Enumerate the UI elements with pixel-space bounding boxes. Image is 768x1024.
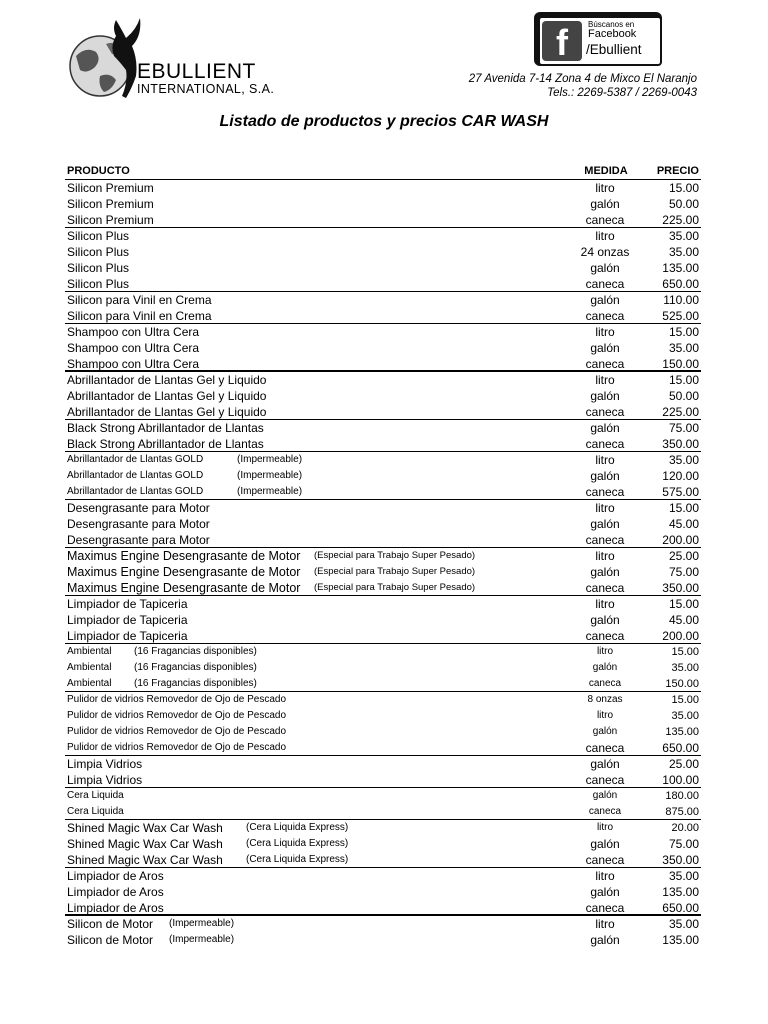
- product-measure: caneca: [585, 357, 625, 371]
- product-price: 120.00: [662, 469, 699, 483]
- product-price: 135.00: [662, 885, 699, 899]
- table-row: [65, 356, 701, 372]
- product-name: Shined Magic Wax Car Wash: [67, 837, 223, 851]
- product-price: 225.00: [662, 213, 699, 227]
- product-price: 350.00: [662, 437, 699, 451]
- table-row: [65, 596, 701, 612]
- table-row: [65, 324, 701, 340]
- product-measure: galón: [590, 197, 620, 211]
- product-measure: caneca: [585, 901, 625, 915]
- table-row: [65, 772, 701, 788]
- product-price: 15.00: [671, 646, 699, 658]
- product-note: (Cera Liquida Express): [246, 822, 349, 833]
- product-price: 135.00: [665, 726, 699, 738]
- product-name: Abrillantador de Llantas GOLD: [67, 470, 204, 481]
- product-price: 35.00: [671, 662, 699, 674]
- product-name: Silicon de Motor: [67, 917, 154, 931]
- table-row: [65, 628, 701, 644]
- product-price: 200.00: [662, 533, 699, 547]
- product-name: Silicon Premium: [67, 181, 154, 195]
- facebook-icon: f: [542, 21, 582, 61]
- table-row: [65, 436, 701, 452]
- product-measure: galón: [590, 885, 620, 899]
- product-measure: galón: [590, 469, 620, 483]
- product-name: Limpia Vidrios: [67, 757, 143, 771]
- product-name: Cera Liquida: [67, 806, 124, 817]
- table-row: [65, 196, 701, 212]
- product-measure: galón: [590, 389, 620, 403]
- product-measure: caneca: [585, 773, 625, 787]
- product-name: Ambiental: [67, 646, 112, 657]
- product-name: Limpiador de Aros: [67, 901, 164, 915]
- product-note: (Cera Liquida Express): [246, 854, 349, 865]
- table-row: [65, 228, 701, 244]
- product-measure: galón: [592, 726, 618, 737]
- product-price: 50.00: [668, 197, 699, 211]
- table-row: [65, 644, 701, 660]
- table-row: [65, 452, 701, 468]
- product-name: Desengrasante para Motor: [67, 517, 210, 531]
- table-row: [65, 756, 701, 772]
- table-row: [65, 516, 701, 532]
- table-row: [65, 180, 701, 196]
- product-name: Maximus Engine Desengrasante de Motor: [67, 549, 301, 563]
- company-phones: Tels.: 2269-5387 / 2269-0043: [547, 87, 697, 99]
- table-row: [65, 804, 701, 820]
- product-price: 75.00: [668, 421, 699, 435]
- product-measure: galón: [590, 293, 620, 307]
- product-measure: caneca: [585, 741, 625, 755]
- product-name: Abrillantador de Llantas Gel y Liquido: [67, 389, 267, 403]
- table-row: [65, 564, 701, 580]
- product-name: Ambiental: [67, 662, 112, 673]
- product-name: Shined Magic Wax Car Wash: [67, 853, 223, 867]
- product-price: 15.00: [668, 181, 699, 195]
- product-measure: caneca: [585, 213, 625, 227]
- product-price: 225.00: [662, 405, 699, 419]
- product-measure: caneca: [585, 309, 625, 323]
- product-name: Shined Magic Wax Car Wash: [67, 821, 223, 835]
- column-header-price: PRECIO: [656, 165, 699, 177]
- product-name: Limpiador de Tapiceria: [67, 597, 188, 611]
- product-price: 25.00: [668, 549, 699, 563]
- product-price: 35.00: [668, 341, 699, 355]
- table-row: [65, 612, 701, 628]
- table-row: [65, 388, 701, 404]
- product-note: (Impermeable): [237, 454, 303, 465]
- product-name: Black Strong Abrillantador de Llantas: [67, 421, 264, 435]
- product-price: 15.00: [668, 373, 699, 387]
- product-measure: galón: [592, 662, 618, 673]
- product-price: 45.00: [668, 517, 699, 531]
- table-row: [65, 548, 701, 564]
- company-address: 27 Avenida 7-14 Zona 4 de Mixco El Naranjo: [468, 73, 697, 85]
- table-row: [65, 660, 701, 676]
- product-measure: caneca: [585, 485, 625, 499]
- product-name: Black Strong Abrillantador de Llantas: [67, 437, 264, 451]
- product-measure: litro: [595, 549, 615, 563]
- product-price: 75.00: [668, 565, 699, 579]
- table-row: [65, 340, 701, 356]
- product-measure: galón: [590, 565, 620, 579]
- product-name: Abrillantador de Llantas Gel y Liquido: [67, 373, 267, 387]
- product-price: 350.00: [662, 853, 699, 867]
- table-row: [65, 468, 701, 484]
- product-price: 15.00: [668, 501, 699, 515]
- product-name: Cera Liquida: [67, 790, 124, 801]
- product-note: (Especial para Trabajo Super Pesado): [314, 550, 476, 561]
- table-row: [65, 900, 701, 916]
- product-note: (16 Fragancias disponibles): [134, 678, 257, 689]
- product-price: 150.00: [662, 357, 699, 371]
- table-row: [65, 692, 701, 708]
- table-row: [65, 916, 701, 932]
- table-row: [65, 708, 701, 724]
- product-price: 15.00: [668, 597, 699, 611]
- product-measure: litro: [595, 597, 615, 611]
- table-row: [65, 884, 701, 900]
- table-row: [65, 276, 701, 292]
- product-measure: litro: [595, 229, 615, 243]
- table-row: [65, 420, 701, 436]
- table-row: [65, 868, 701, 884]
- price-table: [65, 164, 701, 948]
- table-row: [65, 852, 701, 868]
- product-measure: litro: [596, 646, 614, 657]
- product-price: 35.00: [668, 453, 699, 467]
- product-name: Limpiador de Aros: [67, 869, 164, 883]
- product-name: Silicon Premium: [67, 213, 154, 227]
- product-note: (Impermeable): [169, 918, 235, 929]
- product-name: Pulidor de vidrios Removedor de Ojo de Pescado: [67, 726, 287, 737]
- table-row: [65, 484, 701, 500]
- table-row: [65, 820, 701, 836]
- product-name: Silicon para Vinil en Crema: [67, 309, 212, 323]
- product-name: Silicon Plus: [67, 229, 130, 243]
- product-name: Limpiador de Tapiceria: [67, 613, 188, 627]
- table-row: [65, 532, 701, 548]
- product-measure: caneca: [585, 853, 625, 867]
- product-name: Abrillantador de Llantas Gel y Liquido: [67, 405, 267, 419]
- product-note: (Impermeable): [169, 934, 235, 945]
- product-measure: galón: [590, 757, 620, 771]
- product-price: 180.00: [665, 790, 699, 802]
- brand-name: EBULLIENT: [137, 60, 256, 83]
- product-name: Limpiador de Aros: [67, 885, 164, 899]
- product-note: (Impermeable): [237, 470, 303, 481]
- product-measure: galón: [590, 837, 620, 851]
- table-row: [65, 932, 701, 948]
- product-measure: 8 onzas: [587, 694, 623, 705]
- product-name: Desengrasante para Motor: [67, 533, 210, 547]
- product-name: Maximus Engine Desengrasante de Motor: [67, 565, 301, 579]
- product-name: Maximus Engine Desengrasante de Motor: [67, 581, 301, 595]
- product-name: Shampoo con Ultra Cera: [67, 357, 200, 371]
- product-price: 35.00: [668, 245, 699, 259]
- table-row: [65, 308, 701, 324]
- product-measure: galón: [590, 517, 620, 531]
- product-name: Ambiental: [67, 678, 112, 689]
- product-measure: caneca: [588, 806, 622, 817]
- product-measure: galón: [590, 421, 620, 435]
- product-name: Shampoo con Ultra Cera: [67, 325, 200, 339]
- product-measure: galón: [590, 613, 620, 627]
- product-name: Limpiador de Tapiceria: [67, 629, 188, 643]
- column-header-product: PRODUCTO: [67, 165, 130, 177]
- table-row: [65, 292, 701, 308]
- product-name: Desengrasante para Motor: [67, 501, 210, 515]
- product-measure: caneca: [585, 277, 625, 291]
- table-row: [65, 676, 701, 692]
- table-row: [65, 244, 701, 260]
- product-price: 25.00: [668, 757, 699, 771]
- product-note: (Cera Liquida Express): [246, 838, 349, 849]
- product-price: 650.00: [662, 277, 699, 291]
- product-price: 650.00: [662, 901, 699, 915]
- product-price: 110.00: [663, 293, 699, 307]
- product-name: Silicon de Motor: [67, 933, 154, 947]
- product-measure: litro: [595, 501, 615, 515]
- product-measure: litro: [595, 453, 615, 467]
- table-row: [65, 372, 701, 388]
- product-name: Pulidor de vidrios Removedor de Ojo de Pescado: [67, 694, 287, 705]
- table-header: [65, 164, 701, 180]
- product-name: Pulidor de vidrios Removedor de Ojo de Pescado: [67, 710, 287, 721]
- facebook-badge[interactable]: [534, 12, 666, 70]
- product-price: 575.00: [662, 485, 699, 499]
- table-row: [65, 836, 701, 852]
- table-row: [65, 404, 701, 420]
- product-price: 135.00: [662, 933, 699, 947]
- product-measure: caneca: [585, 405, 625, 419]
- product-price: 525.00: [662, 309, 699, 323]
- product-price: 20.00: [671, 822, 699, 834]
- table-row: [65, 212, 701, 228]
- column-header-measure: MEDIDA: [584, 165, 628, 177]
- brand-subtitle: INTERNATIONAL, S.A.: [137, 82, 275, 96]
- product-price: 45.00: [668, 613, 699, 627]
- table-row: [65, 580, 701, 596]
- page-title: Listado de productos y precios CAR WASH: [219, 113, 549, 130]
- product-measure: litro: [595, 917, 615, 931]
- product-price: 75.00: [668, 837, 699, 851]
- product-note: (16 Fragancias disponibles): [134, 662, 257, 673]
- table-row: [65, 500, 701, 516]
- product-name: Silicon Premium: [67, 197, 154, 211]
- product-note: (Especial para Trabajo Super Pesado): [314, 582, 476, 593]
- product-name: Silicon para Vinil en Crema: [67, 293, 212, 307]
- table-body: [65, 180, 701, 948]
- product-price: 135.00: [662, 261, 699, 275]
- facebook-handle: /Ebullient: [586, 42, 642, 57]
- product-price: 35.00: [668, 917, 699, 931]
- product-measure: galón: [592, 790, 618, 801]
- product-note: (Impermeable): [237, 486, 303, 497]
- product-measure: galón: [590, 341, 620, 355]
- product-measure: caneca: [585, 533, 625, 547]
- product-measure: litro: [596, 822, 614, 833]
- table-row: [65, 260, 701, 276]
- product-measure: galón: [590, 261, 620, 275]
- product-name: Silicon Plus: [67, 261, 130, 275]
- product-name: Limpia Vidrios: [67, 773, 143, 787]
- product-price: 15.00: [671, 694, 699, 706]
- product-price: 35.00: [671, 710, 699, 722]
- product-measure: litro: [596, 710, 614, 721]
- table-row: [65, 724, 701, 740]
- product-price: 150.00: [665, 678, 699, 690]
- product-name: Abrillantador de Llantas GOLD: [67, 454, 204, 465]
- product-price: 875.00: [665, 806, 699, 818]
- product-name: Abrillantador de Llantas GOLD: [67, 486, 204, 497]
- product-measure: caneca: [585, 581, 625, 595]
- product-price: 35.00: [668, 869, 699, 883]
- product-name: Shampoo con Ultra Cera: [67, 341, 200, 355]
- product-price: 100.00: [662, 773, 699, 787]
- facebook-line1: Búscanos en: [588, 20, 635, 29]
- product-measure: litro: [595, 181, 615, 195]
- product-price: 35.00: [668, 229, 699, 243]
- product-measure: caneca: [588, 678, 622, 689]
- product-measure: caneca: [585, 437, 625, 451]
- table-row: [65, 740, 701, 756]
- facebook-line2: Facebook: [588, 28, 637, 40]
- product-measure: 24 onzas: [580, 245, 630, 259]
- product-name: Pulidor de vidrios Removedor de Ojo de Pescado: [67, 742, 287, 753]
- product-note: (Especial para Trabajo Super Pesado): [314, 566, 476, 577]
- product-name: Silicon Plus: [67, 277, 130, 291]
- product-price: 200.00: [662, 629, 699, 643]
- product-price: 15.00: [668, 325, 699, 339]
- product-price: 650.00: [662, 741, 699, 755]
- product-price: 350.00: [662, 581, 699, 595]
- product-measure: caneca: [585, 629, 625, 643]
- product-measure: galón: [590, 933, 620, 947]
- globe-figure-icon: [66, 16, 146, 104]
- product-price: 50.00: [668, 389, 699, 403]
- product-measure: litro: [595, 869, 615, 883]
- product-measure: litro: [595, 325, 615, 339]
- table-row: [65, 788, 701, 804]
- product-note: (16 Fragancias disponibles): [134, 646, 257, 657]
- product-name: Silicon Plus: [67, 245, 130, 259]
- product-measure: litro: [595, 373, 615, 387]
